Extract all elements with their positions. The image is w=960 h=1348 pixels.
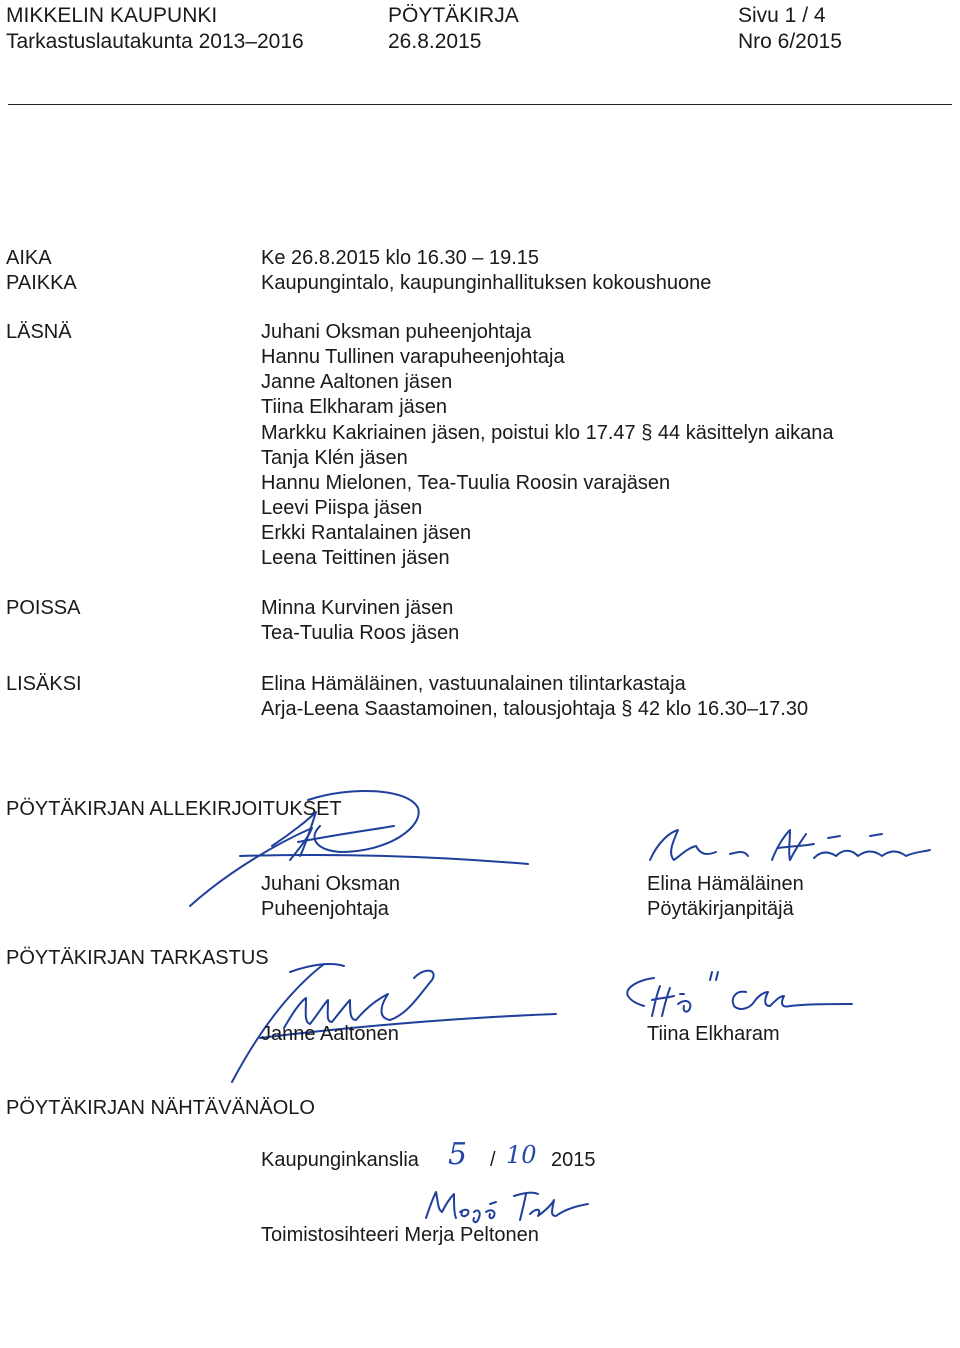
absentee: Minna Kurvinen jäsen — [261, 597, 454, 619]
absent-label: POISSA — [6, 597, 81, 619]
page-number: Sivu 1 / 4 — [738, 4, 826, 27]
additional-attendee: Elina Hämäläinen, vastuunalainen tilintarkastaja — [261, 673, 686, 695]
place-label: PAIKKA — [6, 272, 77, 294]
official-signature — [416, 1188, 596, 1228]
place-value: Kaupungintalo, kaupunginhallituksen kokoushuone — [261, 272, 712, 294]
display-official: Toimistosihteeri Merja Peltonen — [261, 1224, 539, 1246]
attendee: Markku Kakriainen jäsen, poistui klo 17.47 § 44 käsittelyn aikana — [261, 422, 834, 444]
absentee: Tea-Tuulia Roos jäsen — [261, 622, 460, 644]
attendee: Leevi Piispa jäsen — [261, 497, 423, 519]
display-year: 2015 — [551, 1149, 596, 1171]
document-type: PÖYTÄKIRJA — [388, 4, 519, 27]
chair-name: Juhani Oksman — [261, 873, 400, 895]
display-month: 10 — [506, 1141, 537, 1169]
present-label: LÄSNÄ — [6, 321, 72, 343]
attendee: Leena Teittinen jäsen — [261, 547, 450, 569]
reviewer1-name: Janne Aaltonen — [261, 1023, 399, 1045]
attendee: Hannu Tullinen varapuheenjohtaja — [261, 346, 565, 368]
secretary-signature — [644, 824, 934, 868]
display-heading: PÖYTÄKIRJAN NÄHTÄVÄNÄOLO — [6, 1097, 315, 1119]
header-divider — [8, 104, 952, 105]
signatures-heading: PÖYTÄKIRJAN ALLEKIRJOITUKSET — [6, 798, 342, 820]
reviewer2-name: Tiina Elkharam — [647, 1023, 780, 1045]
chair-role: Puheenjohtaja — [261, 898, 389, 920]
time-label: AIKA — [6, 247, 52, 269]
attendee: Tanja Klén jäsen — [261, 447, 408, 469]
minutes-number: Nro 6/2015 — [738, 30, 842, 53]
board-name: Tarkastuslautakunta 2013–2016 — [6, 30, 304, 53]
additional-label: LISÄKSI — [6, 673, 82, 695]
attendee: Hannu Mielonen, Tea-Tuulia Roosin varajäsen — [261, 472, 671, 494]
review-heading: PÖYTÄKIRJAN TARKASTUS — [6, 947, 269, 969]
document-date: 26.8.2015 — [388, 30, 482, 53]
attendee: Janne Aaltonen jäsen — [261, 371, 453, 393]
org-name: MIKKELIN KAUPUNKI — [6, 4, 218, 27]
attendee: Juhani Oksman puheenjohtaja — [261, 321, 532, 343]
secretary-role: Pöytäkirjanpitäjä — [647, 898, 794, 920]
display-place: Kaupunginkanslia — [261, 1149, 419, 1171]
secretary-name: Elina Hämäläinen — [647, 873, 804, 895]
reviewer2-signature — [618, 968, 858, 1028]
time-value: Ke 26.8.2015 klo 16.30 – 19.15 — [261, 247, 540, 269]
additional-attendee: Arja-Leena Saastamoinen, talousjohtaja § 42 klo 16.30–17.30 — [261, 698, 809, 720]
attendee: Erkki Rantalainen jäsen — [261, 522, 472, 544]
display-day: 5 — [448, 1137, 468, 1172]
attendee: Tiina Elkharam jäsen — [261, 396, 448, 418]
date-separator: / — [490, 1149, 496, 1171]
